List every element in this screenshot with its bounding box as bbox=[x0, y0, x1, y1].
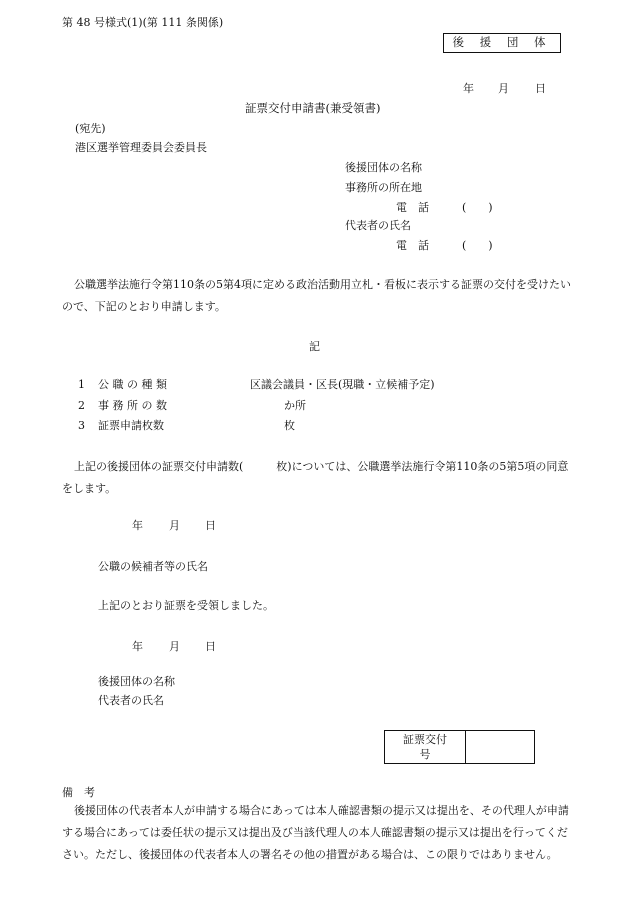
consent-date-month: 月 bbox=[169, 519, 180, 532]
applicant-office-address-label: 事務所の所在地 bbox=[345, 181, 422, 194]
consent-date-day: 日 bbox=[205, 519, 216, 532]
addressee-name: 港区選挙管理委員会委員長 bbox=[75, 141, 207, 154]
ki-heading: 記 bbox=[309, 340, 320, 353]
certificate-number-label bbox=[385, 731, 466, 764]
consent-text: 上記の後援団体の証票交付申請数( 枚)については、公職選挙法施行令第110条の5第5項の同意をします。 bbox=[62, 460, 569, 495]
certificate-number-field[interactable] bbox=[466, 731, 535, 764]
applicant-phone-label: 電 話 bbox=[396, 201, 429, 214]
receipt-date-month: 月 bbox=[169, 640, 180, 653]
applicant-org-name-label: 後援団体の名称 bbox=[345, 161, 422, 174]
receipt-rep-name-label: 代表者の氏名 bbox=[98, 694, 164, 707]
receipt-org-name-label: 後援団体の名称 bbox=[98, 675, 175, 688]
applicant-phone-parens: ( ) bbox=[462, 201, 493, 214]
certificate-label-line1: 証票交付 bbox=[403, 733, 447, 746]
item-1-value: 区議会議員・区長(現職・立候補予定) bbox=[250, 378, 435, 391]
certificate-number-box bbox=[384, 730, 535, 764]
item-2-label: 事 務 所 の 数 bbox=[98, 399, 167, 412]
form-number: 第 48 号様式(1)(第 111 条関係) bbox=[62, 16, 224, 29]
notes-body: 後援団体の代表者本人が申請する場合にあっては本人確認書類の提示又は提出を、その代理人が申請する場合にあっては委任状の提示又は提出及び当該代理人の本人確認書類の提示又は提出を行ってください。ただし、後援団体の代表者本人の署名その他の措置がある場合は、この限りではありません。 bbox=[62, 804, 569, 861]
item-1-number: 1 bbox=[78, 378, 85, 391]
item-3-value: 枚 bbox=[284, 419, 295, 432]
candidate-name-label: 公職の候補者等の氏名 bbox=[98, 560, 208, 573]
notes-heading: 備 考 bbox=[62, 786, 95, 799]
category-box: 後 援 団 体 bbox=[443, 33, 561, 53]
date-month: 月 bbox=[498, 82, 509, 95]
item-3-label: 証票申請枚数 bbox=[98, 419, 164, 432]
receipt-date-day: 日 bbox=[205, 640, 216, 653]
applicant-rep-name-label: 代表者の氏名 bbox=[345, 219, 411, 232]
receipt-date-year: 年 bbox=[132, 640, 143, 653]
request-text: 公職選挙法施行令第110条の5第4項に定める政治活動用立札・看板に表示する証票の交付を受けたいので、下記のとおり申請します。 bbox=[62, 278, 571, 313]
certificate-label-line2: 号 bbox=[419, 748, 431, 761]
item-3-number: 3 bbox=[78, 419, 85, 432]
item-2-value: か所 bbox=[284, 399, 306, 412]
date-year: 年 bbox=[463, 82, 474, 95]
receipt-text: 上記のとおり証票を受領しました。 bbox=[98, 599, 274, 612]
rep-phone-parens: ( ) bbox=[462, 239, 493, 252]
addressee-prefix: (宛先) bbox=[75, 122, 106, 135]
page-title: 証票交付申請書(兼受領書) bbox=[245, 101, 381, 115]
item-1-label: 公 職 の 種 類 bbox=[98, 378, 167, 391]
rep-phone-label: 電 話 bbox=[396, 239, 429, 252]
date-day: 日 bbox=[535, 82, 546, 95]
consent-date-year: 年 bbox=[132, 519, 143, 532]
item-2-number: 2 bbox=[78, 399, 85, 412]
